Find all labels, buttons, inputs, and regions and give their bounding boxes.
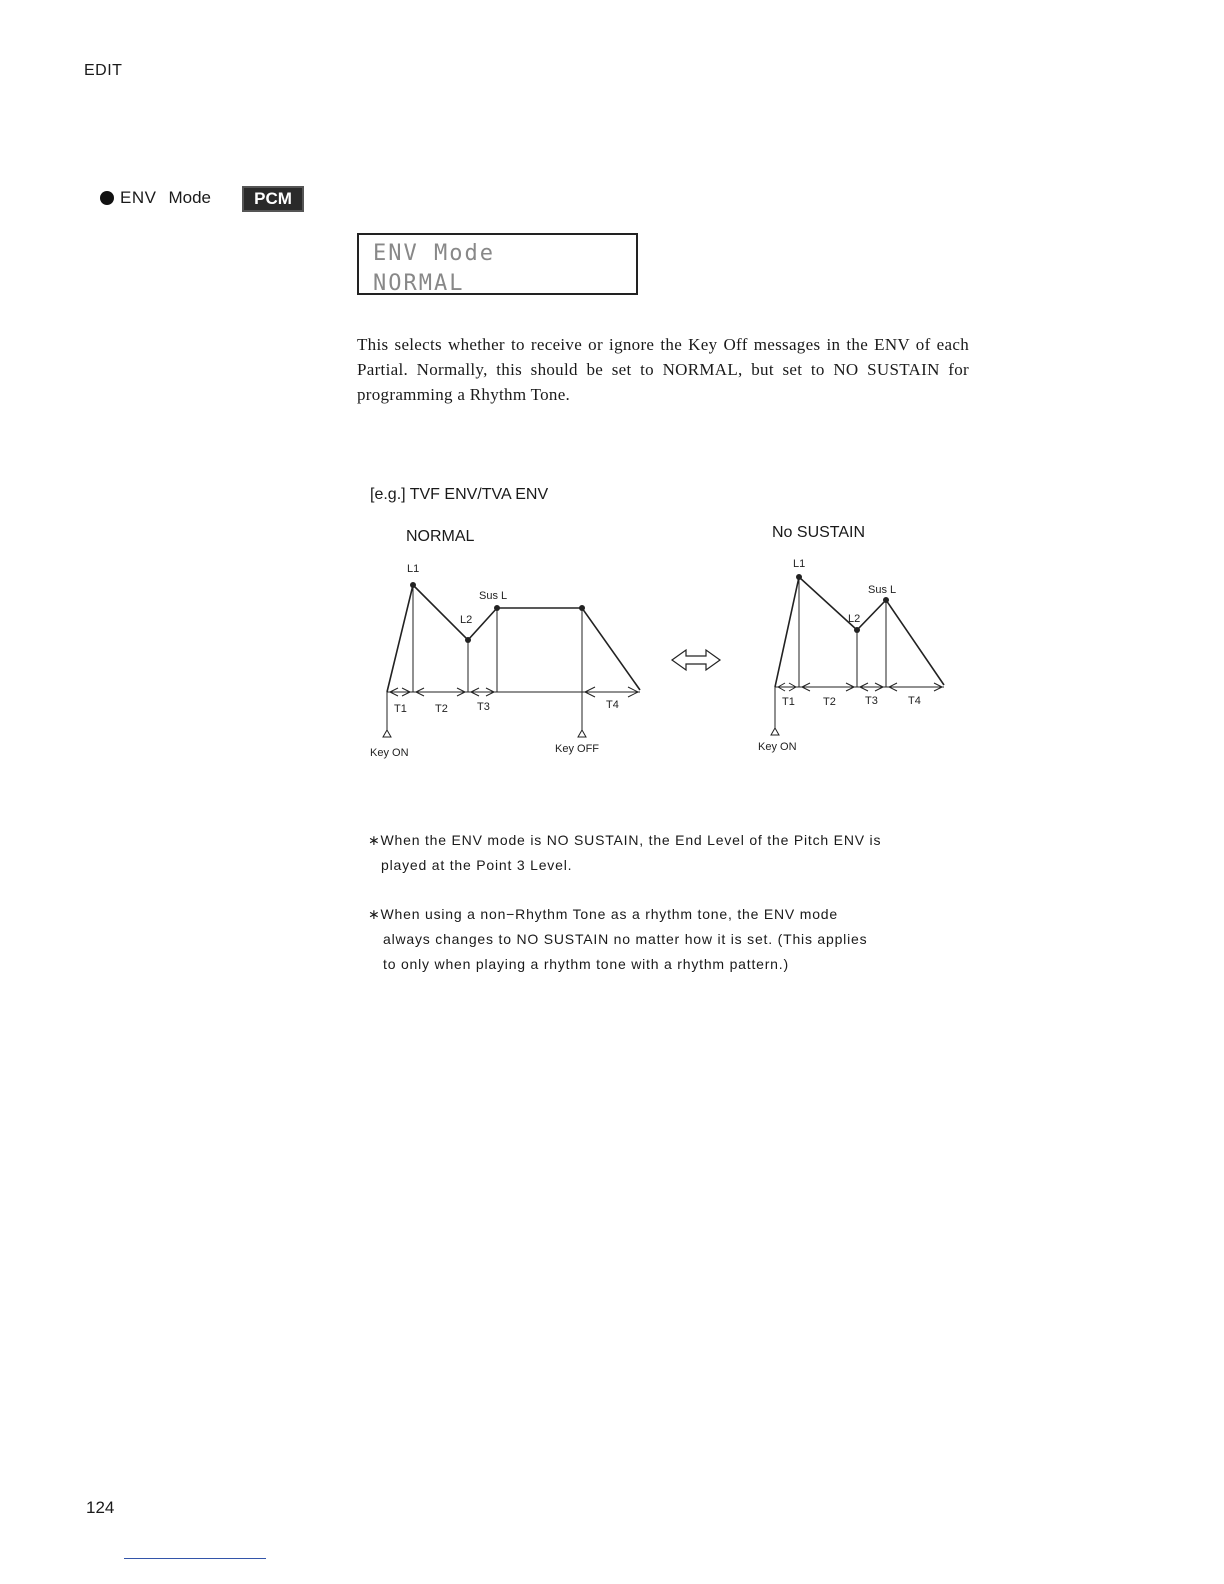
note-2-line-2: always changes to NO SUSTAIN no matter how it is set. (This applies: [383, 931, 868, 947]
normal-label-t2: T2: [435, 703, 448, 715]
nosustain-diagram-title: No SUSTAIN: [772, 524, 866, 541]
nosustain-label-t1: T1: [782, 696, 795, 708]
nosustain-label-t2: T2: [823, 696, 836, 708]
parameter-title: [100, 188, 211, 208]
envelope-diagrams: [340, 550, 980, 770]
note-1-line-2: played at the Point 3 Level.: [381, 857, 573, 873]
normal-diagram-title: NORMAL: [406, 528, 475, 545]
footer-rule: [124, 1558, 266, 1559]
normal-label-key-off: Key OFF: [555, 743, 600, 755]
page-number: 124: [86, 1498, 115, 1517]
description-paragraph: This selects whether to receive or ignore the Key Off messages in the ENV of each Partial. Normally, this should be set to NORMAL, but set to NO SUSTAIN for programming a Rhythm Tone.: [357, 335, 969, 404]
section-header: EDIT: [84, 62, 123, 79]
nosustain-label-t4: T4: [908, 695, 921, 707]
normal-label-t3: T3: [477, 701, 490, 713]
normal-label-l1: L1: [407, 563, 420, 575]
nosustain-label-susl: Sus L: [868, 584, 897, 596]
lcd-line-1: ENV Mode: [373, 241, 495, 266]
normal-label-t1: T1: [394, 703, 407, 715]
pcm-badge: PCM: [242, 186, 304, 212]
lcd-display: [357, 233, 638, 295]
title-label-mode: Mode: [168, 188, 211, 207]
note-1: [368, 828, 973, 878]
lcd-line-2: NORMAL: [373, 271, 465, 296]
nosustain-envelope-curve: [775, 577, 944, 687]
normal-label-l2: L2: [460, 614, 473, 626]
bullet-icon: [100, 191, 114, 205]
double-arrow-icon: [672, 650, 720, 670]
normal-label-t4: T4: [606, 699, 619, 711]
nosustain-label-l1: L1: [793, 558, 806, 570]
note-2-line-3: to only when playing a rhythm tone with a rhythm pattern.): [383, 956, 789, 972]
normal-label-susl: Sus L: [479, 590, 508, 602]
example-label: [e.g.] TVF ENV/TVA ENV: [370, 486, 549, 503]
nosustain-label-t3: T3: [865, 695, 878, 707]
note-2: [368, 902, 973, 977]
normal-envelope-curve: [387, 585, 640, 692]
nosustain-label-key-on: Key ON: [758, 741, 797, 753]
note-2-line-1: ∗When using a non−Rhythm Tone as a rhythm tone, the ENV mode: [368, 906, 838, 922]
note-1-line-1: ∗When the ENV mode is NO SUSTAIN, the End Level of the Pitch ENV is: [368, 832, 882, 848]
nosustain-label-l2: L2: [848, 613, 861, 625]
normal-label-key-on: Key ON: [370, 747, 409, 759]
title-label: ENV: [120, 188, 157, 207]
